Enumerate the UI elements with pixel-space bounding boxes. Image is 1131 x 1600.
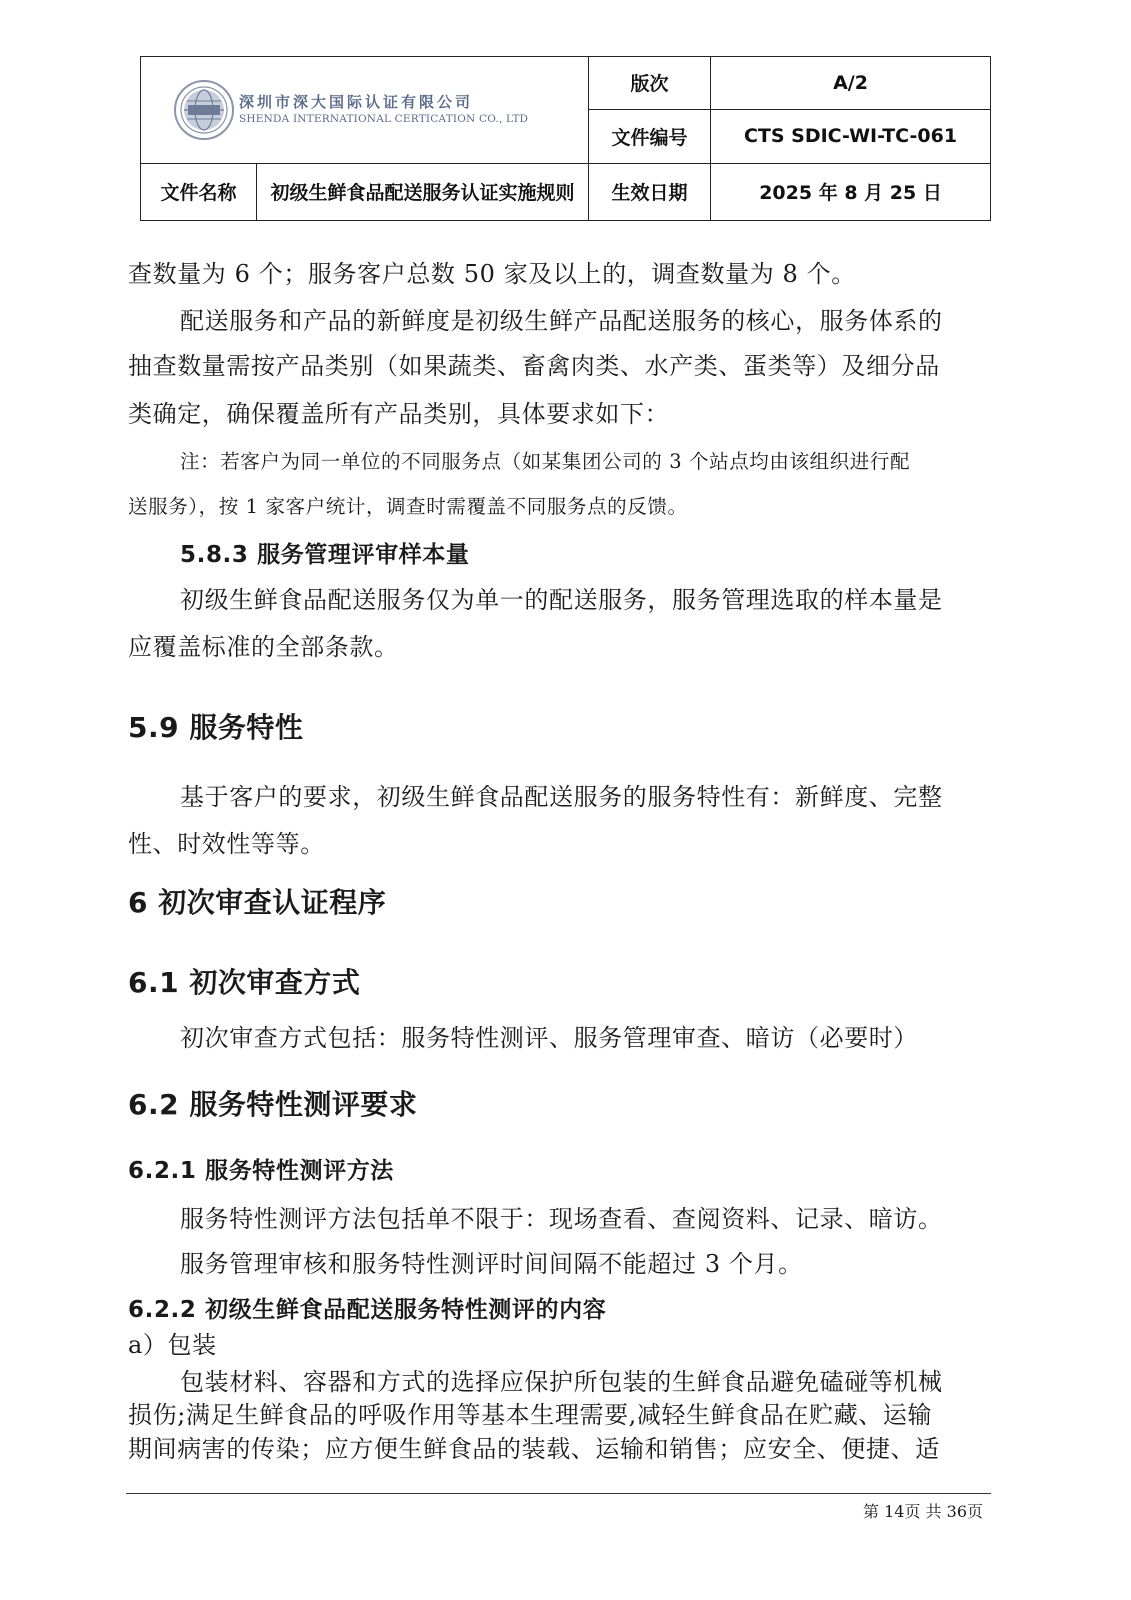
company-logo-cell	[141, 57, 589, 164]
paragraph-line: 包装材料、容器和方式的选择应保护所包装的生鲜食品避免磕碰等机械	[180, 1368, 943, 1396]
section-heading-6-2: 6.2 服务特性测评要求	[128, 1088, 418, 1121]
note-line: 送服务），按 1 家客户统计，调查时需覆盖不同服务点的反馈。	[128, 495, 688, 518]
sdic-logo-icon	[173, 79, 235, 141]
section-heading-6-2-2: 6.2.2 初级生鲜食品配送服务特性测评的内容	[128, 1297, 607, 1323]
paragraph-line: 配送服务和产品的新鲜度是初级生鲜产品配送服务的核心，服务体系的	[180, 307, 943, 335]
paragraph-line: 查数量为 6 个；服务客户总数 50 家及以上的，调查数量为 8 个。	[128, 260, 856, 288]
effective-date-value: 2025 年 8 月 25 日	[711, 163, 991, 220]
section-heading-5-9: 5.9 服务特性	[128, 711, 304, 744]
list-item-label: a）包装	[128, 1331, 217, 1359]
paragraph-line: 基于客户的要求，初级生鲜食品配送服务的服务特性有：新鲜度、完整	[180, 783, 943, 811]
section-heading-6: 6 初次审查认证程序	[128, 886, 387, 919]
paragraph-line: 损伤;满足生鲜食品的呼吸作用等基本生理需要,减轻生鲜食品在贮藏、运输	[128, 1401, 933, 1429]
section-heading-6-1: 6.1 初次审查方式	[128, 966, 361, 999]
paragraph-line: 初级生鲜食品配送服务仅为单一的配送服务，服务管理选取的样本量是	[180, 586, 943, 614]
doc-name-label: 文件名称	[141, 163, 257, 220]
paragraph-line: 期间病害的传染；应方便生鲜食品的装载、运输和销售；应安全、便捷、适	[128, 1435, 940, 1463]
version-label: 版次	[589, 57, 711, 110]
doc-number-value: CTS SDIC-WI-TC-061	[711, 109, 991, 163]
paragraph-line: 抽查数量需按产品类别（如果蔬类、畜禽肉类、水产类、蛋类等）及细分品	[128, 352, 940, 380]
document-header-table	[140, 56, 991, 221]
section-heading-6-2-1: 6.2.1 服务特性测评方法	[128, 1158, 394, 1184]
version-value: A/2	[711, 57, 991, 110]
paragraph-line: 类确定，确保覆盖所有产品类别，具体要求如下：	[128, 400, 670, 428]
doc-name-value: 初级生鲜食品配送服务认证实施规则	[257, 163, 589, 220]
footer-divider	[126, 1493, 991, 1494]
paragraph-line: 应覆盖标准的全部条款。	[128, 633, 399, 661]
company-name-en: SHENDA INTERNATIONAL CERTICATION CO., LTD	[239, 113, 529, 126]
effective-date-label: 生效日期	[589, 163, 711, 220]
doc-number-label: 文件编号	[589, 109, 711, 163]
paragraph-line: 初次审查方式包括：服务特性测评、服务管理审查、暗访（必要时）	[180, 1024, 918, 1052]
paragraph-line: 性、时效性等等。	[128, 830, 325, 858]
paragraph-line: 服务管理审核和服务特性测评时间间隔不能超过 3 个月。	[180, 1250, 803, 1278]
paragraph-line: 服务特性测评方法包括单不限于：现场查看、查阅资料、记录、暗访。	[180, 1205, 943, 1233]
section-heading-5-8-3: 5.8.3 服务管理评审样本量	[180, 542, 470, 568]
page-number: 第 14页 共 36页	[863, 1502, 983, 1521]
company-name-cn: 深圳市深大国际认证有限公司	[239, 92, 474, 111]
note-line: 注：若客户为同一单位的不同服务点（如某集团公司的 3 个站点均由该组织进行配	[180, 450, 911, 473]
